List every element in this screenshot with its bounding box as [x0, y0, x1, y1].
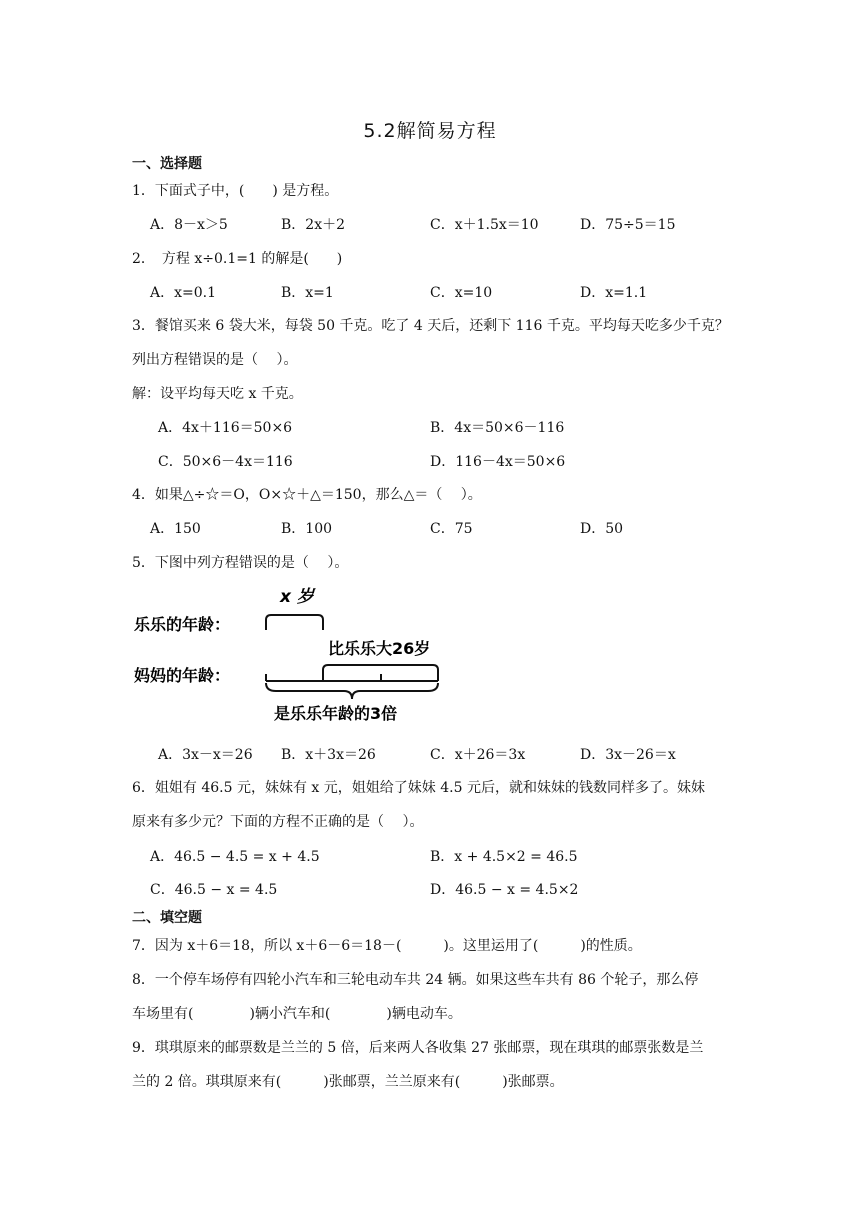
q1-option-a: A．8－x＞5	[150, 217, 228, 233]
q5-option-a: A．3x－x＝26	[158, 747, 253, 763]
question-8-line-1: 8．一个停车场停有四轮小汽车和三轮电动车共 24 辆。如果这些车共有 86 个轮子，那么停	[132, 972, 699, 988]
question-6-line-2: 原来有多少元？下面的方程不正确的是（ ）。	[132, 814, 424, 830]
q6-option-d: D．46.5 − x = 4.5×2	[430, 882, 579, 898]
q3-option-a: A．4x＋116＝50×6	[158, 420, 293, 436]
q6-option-c: C．46.5 − x = 4.5	[150, 882, 278, 898]
q3-option-d: D．116－4x＝50×6	[430, 454, 566, 470]
age-line-diagram	[132, 582, 452, 728]
question-3-solution: 解：设平均每天吃 x 千克。	[132, 386, 303, 402]
section-heading-fill-in: 二、填空题	[132, 910, 202, 926]
question-3-line-1: 3．餐馆买来 6 袋大米，每袋 50 千克。吃了 4 天后，还剩下 116 千克。平均每天吃多少千克？	[132, 318, 729, 334]
question-5: 5．下图中列方程错误的是（ ）。	[132, 555, 349, 571]
diagram-label-bigger: 比乐乐大26岁	[328, 639, 431, 658]
question-1: 1．下面式子中，( ) 是方程。	[132, 183, 339, 199]
diagram-label-times: 是乐乐年龄的3倍	[274, 704, 398, 723]
question-9-line-2: 兰的 2 倍。琪琪原来有( )张邮票，兰兰原来有( )张邮票。	[132, 1074, 564, 1090]
question-9-line-1: 9．琪琪原来的邮票数是兰兰的 5 倍，后来两人各收集 27 张邮票，现在琪琪的邮票张数是兰	[132, 1040, 704, 1056]
q1-option-d: D．75÷5＝15	[580, 217, 676, 233]
q2-option-d: D．x=1.1	[580, 285, 648, 301]
q2-option-a: A．x=0.1	[150, 285, 217, 301]
question-6-line-1: 6．姐姐有 46.5 元，妹妹有 x 元，姐姐给了妹妹 4.5 元后，就和妹妹的钱数同样多了。妹妹	[132, 780, 705, 796]
section-heading-choice: 一、选择题	[132, 156, 202, 172]
diagram-label-x: x 岁	[280, 587, 314, 607]
times-brace	[266, 683, 438, 699]
question-7: 7．因为 x＋6＝18，所以 x＋6－6＝18－( )。这里运用了( )的性质。	[132, 938, 642, 954]
question-2: 2． 方程 x÷0.1=1 的解是( )	[132, 251, 343, 267]
question-4: 4．如果△÷☆＝O，O×☆＋△＝150，那么△＝（ ）。	[132, 487, 482, 503]
question-8-line-2: 车场里有( )辆小汽车和( )辆电动车。	[132, 1006, 462, 1022]
lele-brace	[266, 615, 323, 630]
q1-option-b: B．2x＋2	[281, 217, 345, 233]
q6-option-a: A．46.5 − 4.5 = x + 4.5	[150, 849, 320, 865]
q2-option-b: B．x=1	[281, 285, 334, 301]
diagram-label-lele: 乐乐的年龄：	[134, 615, 231, 634]
q3-option-b: B．4x＝50×6－116	[430, 420, 565, 436]
q5-option-d: D．3x－26＝x	[580, 747, 676, 763]
q6-option-b: B．x + 4.5×2 = 46.5	[430, 849, 578, 865]
q2-option-c: C．x=10	[430, 285, 493, 301]
question-3-line-2: 列出方程错误的是（ ）。	[132, 352, 298, 368]
diagram-label-mama: 妈妈的年龄：	[134, 666, 231, 685]
q5-option-c: C．x＋26＝3x	[430, 747, 526, 763]
q4-option-b: B．100	[281, 521, 333, 537]
q5-option-b: B．x＋3x＝26	[281, 747, 376, 763]
q4-option-c: C．75	[430, 521, 473, 537]
q4-option-d: D．50	[580, 521, 624, 537]
q3-option-c: C．50×6－4x＝116	[158, 454, 293, 470]
q1-option-c: C．x＋1.5x＝10	[430, 217, 539, 233]
q4-option-a: A．150	[150, 521, 201, 537]
page-title: 5.2解简易方程	[363, 120, 497, 142]
